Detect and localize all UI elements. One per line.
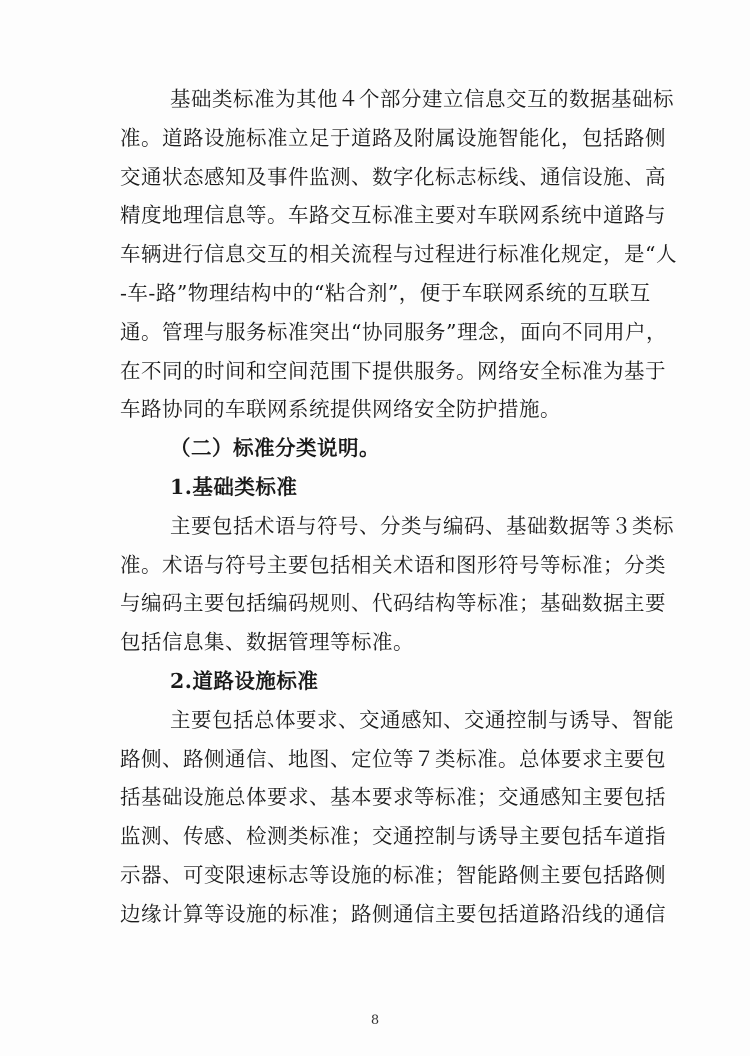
paragraph-line: 监测、传感、检测类标准；交通控制与诱导主要包括车道指 (120, 824, 666, 849)
paragraph-line: 准。道路设施标准立足于道路及附属设施智能化，包括路侧 (120, 125, 666, 150)
subsection-heading: 2.道路设施标准 (170, 669, 319, 693)
paragraph-line: 主要包括总体要求、交通感知、交通控制与诱导、智能 (170, 707, 674, 732)
paragraph-line: 交通状态感知及事件监测、数字化标志标线、通信设施、高 (120, 164, 666, 189)
paragraph-line: 主要包括术语与符号、分类与编码、基础数据等３类标 (170, 513, 674, 538)
paragraph-line: 路侧、路侧通信、地图、定位等７类标准。总体要求主要包 (120, 746, 666, 771)
section-heading: （二）标准分类说明。 (170, 436, 380, 461)
paragraph-line: 基础类标准为其他４个部分建立信息交互的数据基础标 (170, 87, 674, 111)
paragraph-line: 通。管理与服务标准突出“协同服务”理念，面向不同用户， (120, 319, 667, 344)
paragraph-line: 在不同的时间和空间范围下提供服务。网络安全标准为基于 (120, 358, 666, 383)
paragraph-line: -车-路”物理结构中的“粘合剂”，便于车联网系统的互联互 (120, 281, 651, 305)
paragraph-line: 括基础设施总体要求、基本要求等标准；交通感知主要包括 (120, 785, 666, 810)
paragraph-line: 边缘计算等设施的标准；路侧通信主要包括道路沿线的通信 (120, 901, 666, 926)
paragraph-line: 车辆进行信息交互的相关流程与过程进行标准化规定，是“人 (120, 242, 677, 267)
page-number: 8 (370, 1013, 380, 1028)
paragraph-line: 与编码主要包括编码规则、代码结构等标准；基础数据主要 (120, 591, 666, 616)
subsection-heading: 1.基础类标准 (170, 475, 298, 499)
paragraph-line: 包括信息集、数据管理等标准。 (120, 630, 414, 655)
paragraph-line: 示器、可变限速标志等设施的标准；智能路侧主要包括路侧 (120, 863, 666, 887)
paragraph-line: 车路协同的车联网系统提供网络安全防护措施。 (120, 397, 561, 422)
paragraph-line: 准。术语与符号主要包括相关术语和图形符号等标准；分类 (120, 552, 666, 577)
paragraph-line: 精度地理信息等。车路交互标准主要对车联网系统中道路与 (120, 203, 666, 228)
